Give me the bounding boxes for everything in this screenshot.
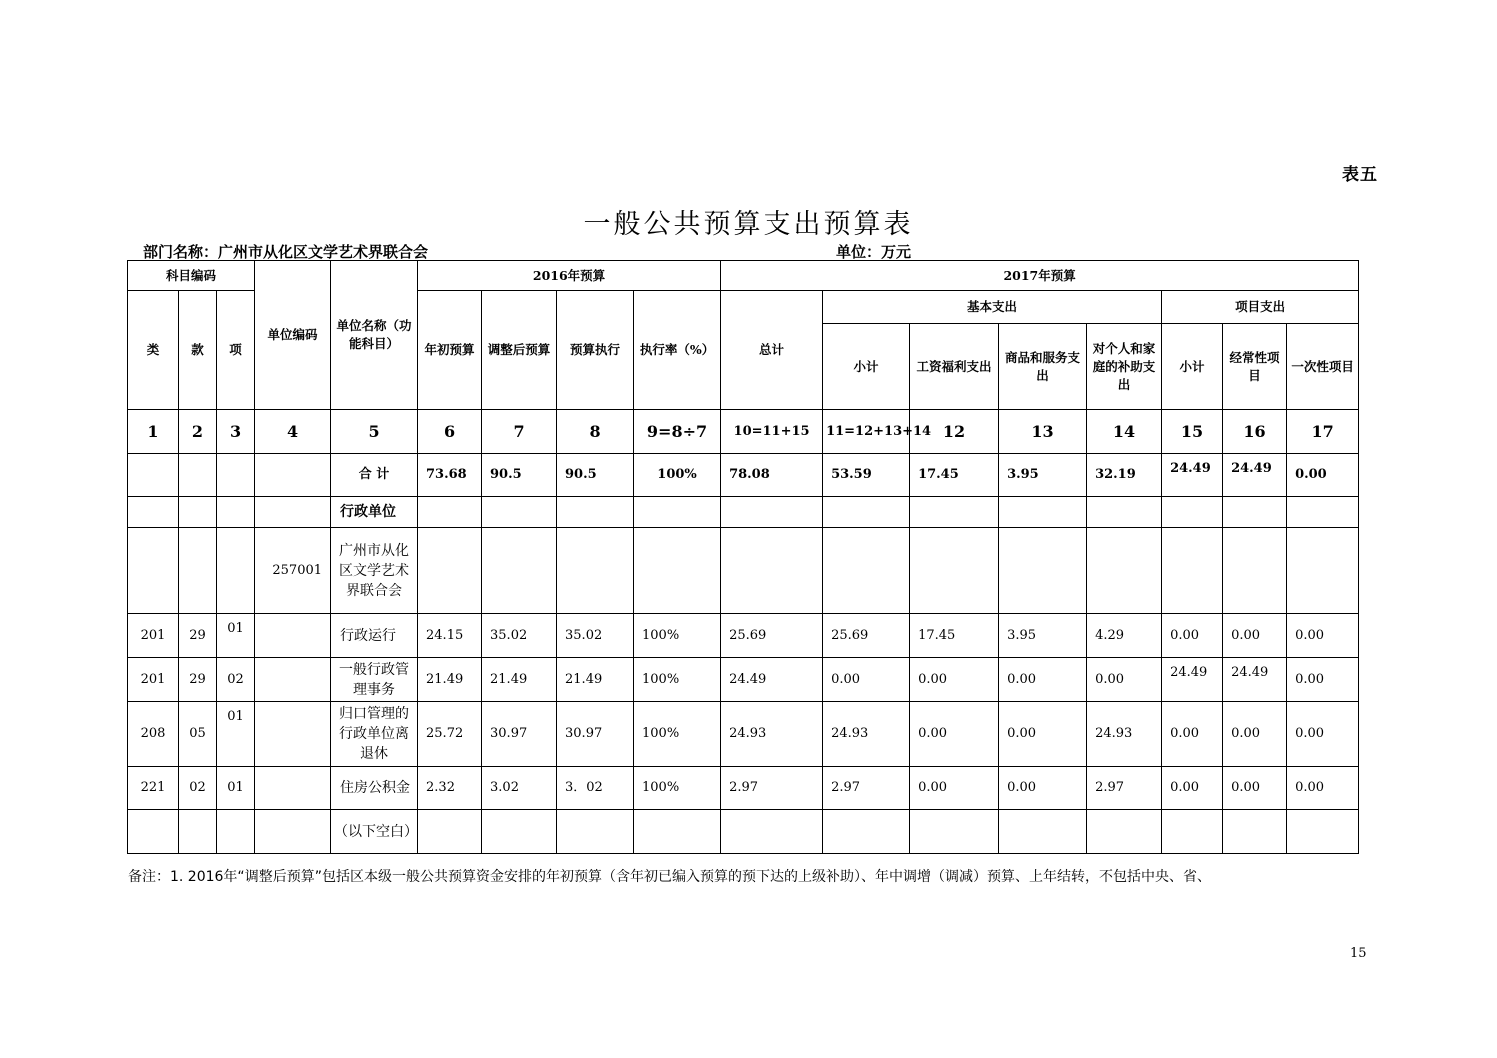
table-cell [910,497,999,528]
footnote: 备注：1. 2016年“调整后预算”包括区本级一般公共预算资金安排的年初预算（含年初已编入预算的预下达的上级补助）、年中调增（调减）预算、上年结转，不包括中央、省、 [128,869,1211,885]
table-cell: 0.00 [1287,767,1359,810]
document-title: 一般公共预算支出预算表 [583,209,914,240]
table-cell: 17.45 [910,614,999,658]
header-basic-subtotal: 小计 [823,324,910,410]
table-cell: 0.00 [1162,767,1223,810]
table-cell: 05 [179,702,217,767]
table-cell: 29 [179,614,217,658]
table-cell [179,810,217,854]
table-cell: 100% [634,454,721,497]
table-cell: 0.00 [1287,614,1359,658]
table-cell [721,528,823,614]
table-cell [1162,810,1223,854]
total-row [128,454,1359,497]
table-cell: 01 [217,702,255,767]
table-cell: 0.00 [999,702,1087,767]
table-cell: 21.49 [418,658,482,702]
table-cell: 3．02 [557,767,634,810]
department-name: 部门名称：广州市从化区文学艺术界联合会 [143,243,429,261]
table-cell: 21.49 [482,658,557,702]
table-cell: 01 [217,767,255,810]
table-cell: 0.00 [910,658,999,702]
header-total: 总计 [721,291,823,410]
column-index: 13 [999,410,1087,454]
table-cell: 3.02 [482,767,557,810]
table-cell: 24.15 [418,614,482,658]
table-cell [823,528,910,614]
table-cell: 24.49 [1223,658,1287,702]
column-index: 16 [1223,410,1287,454]
header-executed-budget: 预算执行 [557,291,634,410]
table-cell: 0.00 [999,767,1087,810]
table-cell [128,497,179,528]
table-cell [255,497,331,528]
header-goods-services: 商品和服务支出 [999,324,1087,410]
table-number-label: 表五 [1342,165,1378,185]
table-cell [999,810,1087,854]
table-cell [910,528,999,614]
table-cell: 100% [634,767,721,810]
table-cell [1223,810,1287,854]
table-cell: 24.93 [823,702,910,767]
column-index: 7 [482,410,557,454]
table-cell [721,810,823,854]
table-cell [910,810,999,854]
header-wage: 工资福利支出 [910,324,999,410]
table-cell: 0.00 [910,702,999,767]
table-cell: 25.69 [721,614,823,658]
header-project-subtotal: 小计 [1162,324,1223,410]
table-cell: 201 [128,614,179,658]
table-cell [217,454,255,497]
header-subject-code: 科目编码 [128,261,255,291]
table-cell: 100% [634,702,721,767]
header-2016-budget: 2016年预算 [418,261,721,291]
table-cell: 0.00 [1087,658,1162,702]
table-cell [255,702,331,767]
table-cell [823,810,910,854]
table-cell [179,528,217,614]
table-cell [255,810,331,854]
table-cell: 21.49 [557,658,634,702]
table-cell: 3.95 [999,614,1087,658]
table-cell [255,614,331,658]
table-cell: 2.97 [721,767,823,810]
table-cell: 35.02 [557,614,634,658]
table-cell: 0.00 [1223,767,1287,810]
column-index: 3 [217,410,255,454]
table-cell: 0.00 [1287,658,1359,702]
table-cell: 4.29 [1087,614,1162,658]
table-cell: 0.00 [1287,454,1359,497]
table-cell [255,767,331,810]
table-cell: 24.49 [1162,454,1223,497]
admin-unit-row [128,497,1359,528]
table-cell: 30.97 [557,702,634,767]
row-name: 一般行政管理事务 [331,658,418,702]
blank-row-label: （以下空白） [331,810,418,854]
column-index: 5 [331,410,418,454]
table-cell: 17.45 [910,454,999,497]
header-recurring: 经常性项目 [1223,324,1287,410]
table-cell [1087,497,1162,528]
table-cell: 35.02 [482,614,557,658]
header-initial-budget: 年初预算 [418,291,482,410]
row-name: 行政运行 [331,614,418,658]
header-xiang: 项 [217,291,255,410]
table-cell: 53.59 [823,454,910,497]
blank-row [128,810,1359,854]
column-index-row [128,410,1359,454]
header-one-time: 一次性项目 [1287,324,1359,410]
table-cell: 2.97 [823,767,910,810]
page-number: 15 [1350,946,1367,961]
table-cell [1162,528,1223,614]
row-name: 住房公积金 [331,767,418,810]
table-cell [217,497,255,528]
table-cell: 25.72 [418,702,482,767]
header-execution-rate: 执行率（%） [634,291,721,410]
table-cell [179,497,217,528]
table-cell [255,658,331,702]
table-cell: 24.93 [1087,702,1162,767]
table-cell: 02 [179,767,217,810]
table-cell [557,528,634,614]
table-cell [1287,528,1359,614]
table-cell [634,810,721,854]
admin-unit-label: 行政单位 [331,497,418,528]
header-2017-budget: 2017年预算 [721,261,1359,291]
table-cell [823,497,910,528]
column-index: 17 [1287,410,1359,454]
table-cell [557,810,634,854]
table-cell: 0.00 [1223,614,1287,658]
table-cell [255,454,331,497]
table-cell: 01 [217,614,255,658]
table-cell: 3.95 [999,454,1087,497]
table-cell: 0.00 [1162,614,1223,658]
table-cell [482,528,557,614]
table-cell [634,497,721,528]
row-name: 归口管理的行政单位离退休 [331,702,418,767]
table-cell [217,528,255,614]
table-cell [217,810,255,854]
table-cell: 0.00 [1287,702,1359,767]
total-label: 合 计 [331,454,418,497]
table-row [128,614,1359,658]
table-cell [1287,497,1359,528]
table-cell [482,497,557,528]
table-cell: 0.00 [910,767,999,810]
table-cell: 73.68 [418,454,482,497]
table-cell: 2.32 [418,767,482,810]
table-cell [1287,810,1359,854]
header-project-expenditure: 项目支出 [1162,291,1359,324]
table-cell [482,810,557,854]
table-cell [557,497,634,528]
column-index: 9=8÷7 [634,410,721,454]
table-cell [418,528,482,614]
column-index: 2 [179,410,217,454]
column-index: 15 [1162,410,1223,454]
column-index: 10=11+15 [721,410,823,454]
header-lei: 类 [128,291,179,410]
header-row [128,261,1359,291]
header-kuan: 款 [179,291,217,410]
table-cell [128,454,179,497]
table-cell [179,454,217,497]
table-cell: 221 [128,767,179,810]
table-cell [721,497,823,528]
table-cell [1223,497,1287,528]
table-cell: 208 [128,702,179,767]
table-cell: 201 [128,658,179,702]
table-cell [1087,528,1162,614]
table-cell: 32.19 [1087,454,1162,497]
table-row [128,767,1359,810]
table-cell: 0.00 [999,658,1087,702]
table-cell: 90.5 [557,454,634,497]
table-cell [418,497,482,528]
column-index: 12 [910,410,999,454]
table-cell [634,528,721,614]
table-cell: 30.97 [482,702,557,767]
table-cell [999,497,1087,528]
table-cell: 24.49 [1162,658,1223,702]
header-adjusted-budget: 调整后预算 [482,291,557,410]
table-cell: 24.93 [721,702,823,767]
column-index: 4 [255,410,331,454]
column-index: 14 [1087,410,1162,454]
column-index: 6 [418,410,482,454]
unit-label: 单位：万元 [836,243,912,261]
table-cell [1223,528,1287,614]
table-cell: 2.97 [1087,767,1162,810]
budget-table [127,260,1359,854]
table-row [128,702,1359,767]
column-index: 1 [128,410,179,454]
table-cell [1087,810,1162,854]
table-cell: 100% [634,614,721,658]
table-cell [128,810,179,854]
table-cell: 02 [217,658,255,702]
table-cell: 90.5 [482,454,557,497]
header-unit-code: 单位编码 [255,261,331,410]
org-name: 广州市从化区文学艺术界联合会 [331,528,418,614]
table-cell: 100% [634,658,721,702]
header-basic-expenditure: 基本支出 [823,291,1162,324]
table-cell [128,528,179,614]
table-cell: 24.49 [721,658,823,702]
table-cell [1162,497,1223,528]
table-cell: 78.08 [721,454,823,497]
table-cell: 25.69 [823,614,910,658]
header-personal-subsidy: 对个人和家庭的补助支出 [1087,324,1162,410]
organization-row [128,528,1359,614]
table-cell: 0.00 [823,658,910,702]
table-cell [418,810,482,854]
table-cell: 24.49 [1223,454,1287,497]
header-unit-name: 单位名称（功能科目） [331,261,418,410]
table-row [128,658,1359,702]
column-index: 11=12+13+14 [823,410,910,454]
org-code: 257001 [255,528,331,614]
table-cell: 0.00 [1223,702,1287,767]
table-cell: 29 [179,658,217,702]
table-cell [999,528,1087,614]
table-cell: 0.00 [1162,702,1223,767]
column-index: 8 [557,410,634,454]
